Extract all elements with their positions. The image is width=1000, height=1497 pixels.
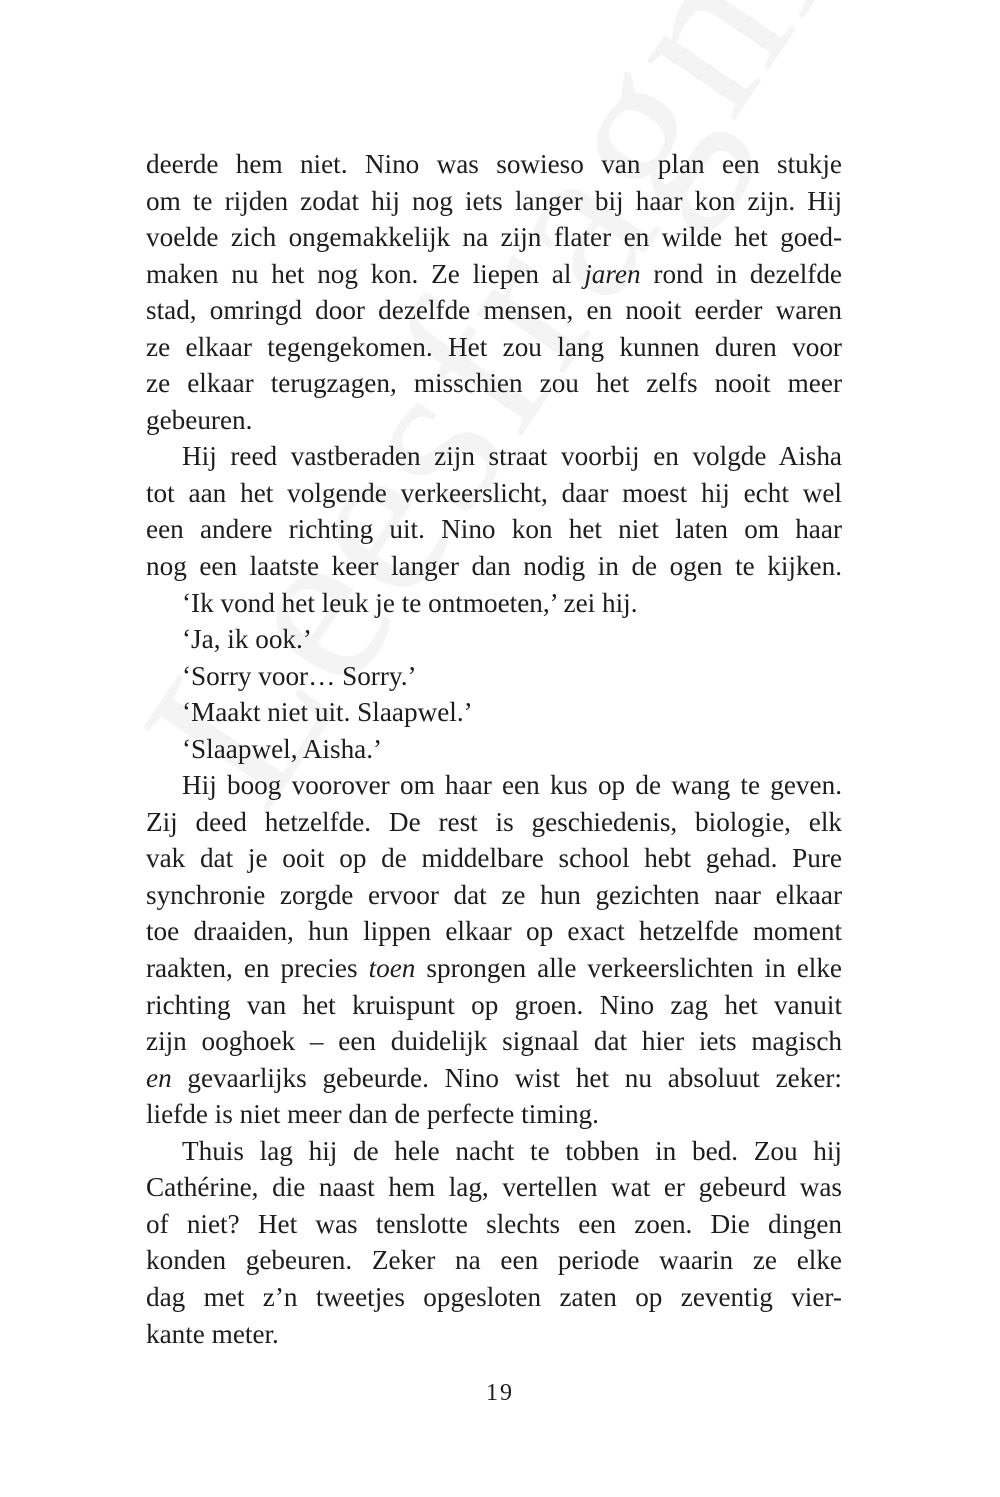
text-line: stad, omringd door dezelfde mensen, en nooit eerder waren bbox=[146, 295, 842, 326]
text-line: liefde is niet meer dan de perfecte timing. bbox=[146, 1099, 599, 1130]
italic-emphasis: en bbox=[146, 1062, 172, 1093]
italic-emphasis: toen bbox=[368, 953, 416, 984]
text-line: om te rijden zodat hij nog iets langer bij haar kon zijn. Hij bbox=[146, 185, 842, 216]
text-line: raakten, en precies toen sprongen alle verkeerslichten in elke bbox=[146, 953, 843, 984]
text-line: nog een laatste keer langer dan nodig in de ogen te kijken. bbox=[146, 551, 842, 582]
text-line: een andere richting uit. Nino kon het niet laten om haar bbox=[146, 514, 842, 545]
text-line: toe draaiden, hun lippen elkaar op exact hetzelfde moment bbox=[146, 916, 842, 947]
page-number: 19 bbox=[486, 1380, 514, 1406]
text-line: kante meter. bbox=[146, 1318, 279, 1349]
dialogue-line: ‘Ja, ik ook.’ bbox=[182, 624, 312, 655]
dialogue-line: ‘Sorry voor… Sorry.’ bbox=[182, 660, 417, 691]
italic-emphasis: jaren bbox=[584, 258, 641, 289]
text-line: voelde zich ongemakkelijk na zijn flater en wilde het goed- bbox=[146, 222, 842, 253]
text-line: zijn ooghoek – een duidelijk signaal dat hier iets magisch bbox=[146, 1026, 842, 1057]
text-line: ze elkaar terugzagen, misschien zou het zelfs nooit meer bbox=[146, 368, 842, 399]
text-line: of niet? Het was tenslotte slechts een zoen. Die dingen bbox=[146, 1208, 842, 1239]
text-line: tot aan het volgende verkeerslicht, daar moest hij echt wel bbox=[146, 477, 842, 508]
text-line: Hij reed vastberaden zijn straat voorbij en volgde Aisha bbox=[182, 441, 842, 472]
text-line: gebeuren. bbox=[146, 404, 253, 435]
text-line: konden gebeuren. Zeker na een periode waarin ze elke bbox=[146, 1245, 842, 1276]
text-line: deerde hem niet. Nino was sowieso van plan een stukje bbox=[146, 149, 842, 179]
dialogue-line: ‘Ik vond het leuk je te ontmoeten,’ zei hij. bbox=[182, 587, 638, 618]
text-line: vak dat je ooit op de middelbare school hebt gehad. Pure bbox=[146, 843, 842, 874]
text-line: Zij deed hetzelfde. De rest is geschiedenis, biologie, elk bbox=[146, 806, 842, 837]
text-line: synchronie zorgde ervoor dat ze hun gezichten naar elkaar bbox=[146, 879, 842, 910]
text-line: maken nu het nog kon. Ze liepen al jaren rond in dezelfde bbox=[146, 258, 842, 289]
dialogue-line: ‘Maakt niet uit. Slaapwel.’ bbox=[182, 697, 473, 728]
text-line: Hij boog voorover om haar een kus op de wang te geven. bbox=[182, 770, 842, 801]
text-line: Cathérine, die naast hem lag, vertellen wat er gebeurd was bbox=[146, 1172, 842, 1203]
text-line: dag met z’n tweetjes opgesloten zaten op zeventig vier- bbox=[146, 1281, 842, 1312]
dialogue-line: ‘Slaapwel, Aisha.’ bbox=[182, 733, 383, 764]
text-line: ze elkaar tegengekomen. Het zou lang kunnen duren voor bbox=[146, 331, 842, 362]
text-line: en gevaarlijks gebeurde. Nino wist het nu absoluut zeker: bbox=[146, 1062, 842, 1093]
text-line: Thuis lag hij de hele nacht te tobben in bed. Zou hij bbox=[182, 1135, 842, 1166]
body-text bbox=[146, 146, 842, 1352]
text-line: richting van het kruispunt op groen. Nino zag het vanuit bbox=[146, 989, 842, 1020]
